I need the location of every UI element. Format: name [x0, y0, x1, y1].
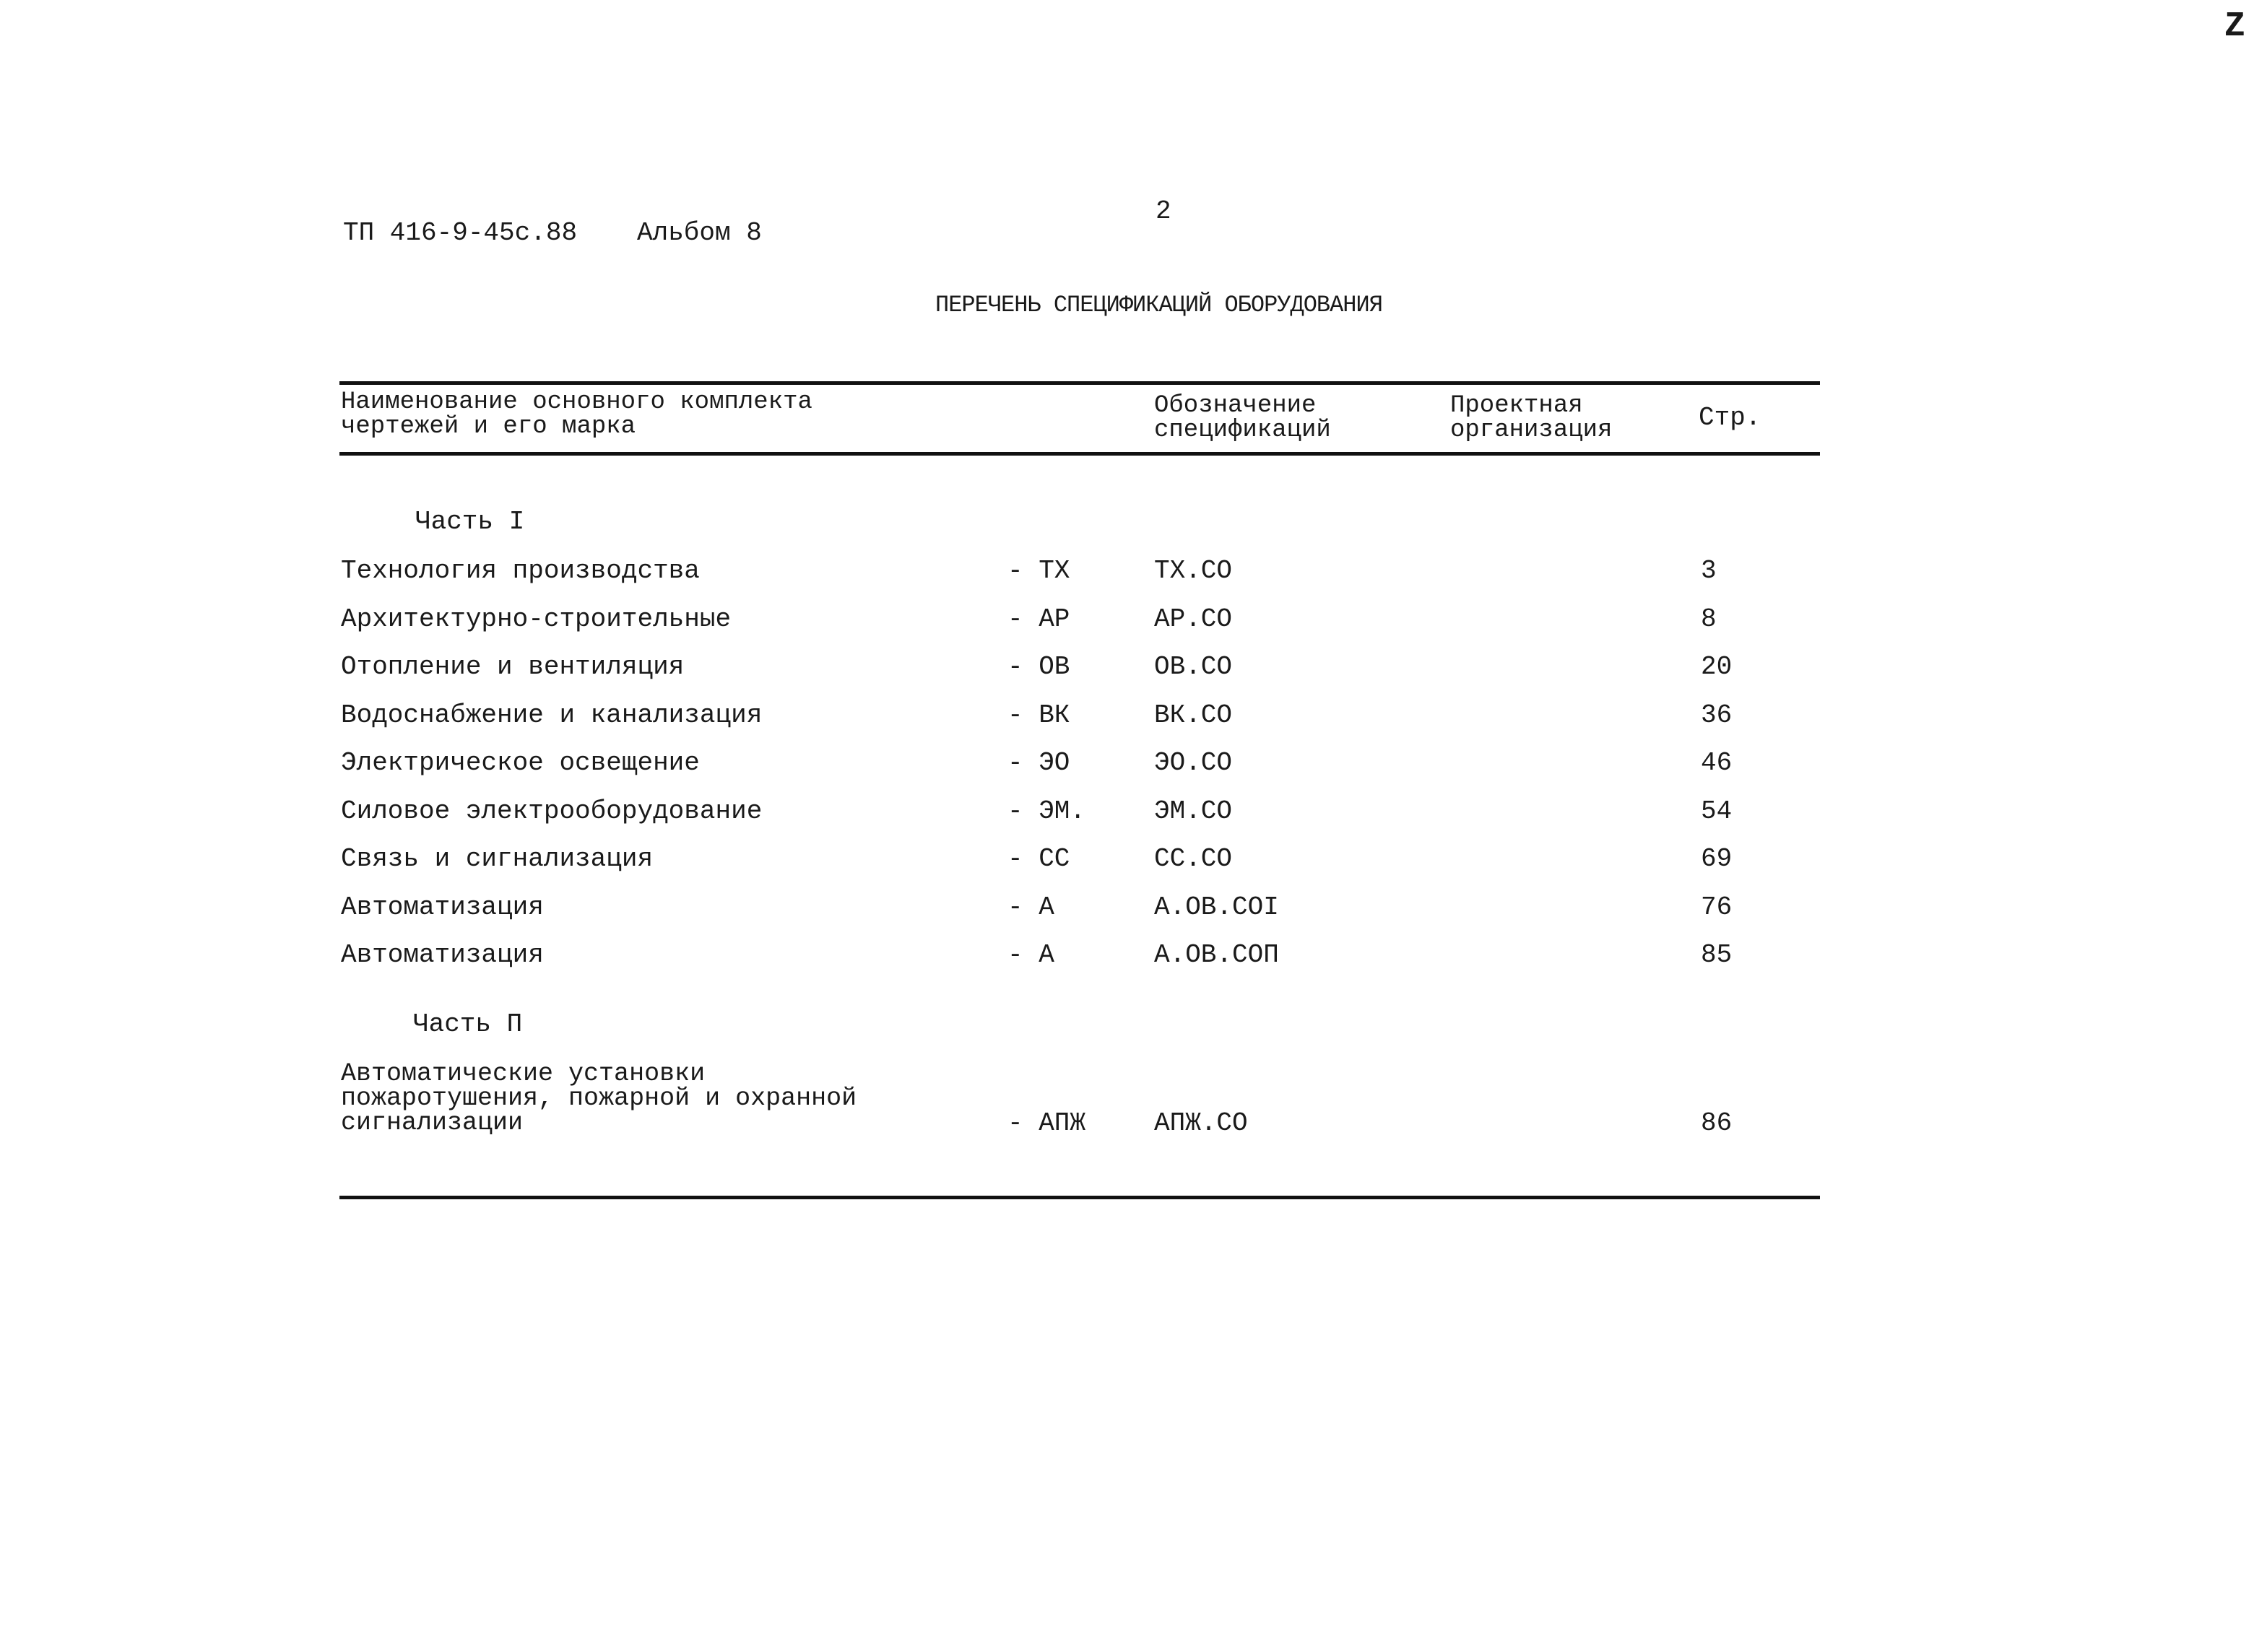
row-code: АР.СО: [1154, 604, 1233, 634]
table-row: [0, 700, 2267, 744]
row-code: ЭМ.СО: [1154, 796, 1233, 826]
row-mark: - А: [1007, 940, 1054, 970]
row-mark: - АР: [1007, 604, 1070, 634]
row-mark: - ЭО: [1007, 748, 1070, 778]
row-name: Автоматизация: [341, 940, 544, 970]
row-mark: - ЭМ.: [1007, 796, 1086, 826]
row-name: Отопление и вентиляция: [341, 652, 685, 682]
row-name: Силовое электрооборудование: [341, 796, 763, 826]
table-row: [0, 892, 2267, 936]
table-header-rule: [339, 452, 1820, 456]
row-mark: - ВК: [1007, 700, 1070, 730]
table-bottom-rule: [339, 1196, 1820, 1199]
row-code: ВК.СО: [1154, 700, 1233, 730]
column-header-name: [341, 390, 812, 439]
table-row: [341, 1061, 857, 1135]
table-row: [0, 604, 2267, 648]
column-header-code-line: спецификаций: [1154, 417, 1331, 444]
page-number: 2: [1156, 196, 1171, 226]
row-code: ТХ.СО: [1154, 556, 1233, 586]
row-code: А.ОВ.СОП: [1154, 940, 1279, 970]
row-page: 20: [1701, 652, 1733, 682]
row-page: 36: [1701, 700, 1733, 730]
column-header-org: [1450, 394, 1612, 443]
row-page: 86: [1701, 1108, 1733, 1138]
row-name-line: сигнализации: [341, 1108, 524, 1137]
column-header-org-line: организация: [1450, 417, 1613, 444]
part-title: Часть I: [415, 507, 525, 536]
row-name: Электрическое освещение: [341, 748, 700, 778]
table-row: [0, 940, 2267, 983]
column-header-code: [1154, 394, 1331, 443]
row-code: СС.СО: [1154, 844, 1233, 874]
row-name: Связь и сигнализация: [341, 844, 654, 874]
column-header-code-line: Обозначение: [1154, 392, 1317, 419]
row-page: 3: [1701, 556, 1717, 586]
row-mark: - А: [1007, 892, 1054, 922]
row-mark: - АПЖ: [1007, 1108, 1086, 1138]
row-page: 85: [1701, 940, 1733, 970]
part-title: Часть П: [413, 1009, 523, 1039]
row-code: АПЖ.СО: [1154, 1108, 1248, 1138]
row-name: Автоматизация: [341, 892, 544, 922]
row-mark: - ТХ: [1007, 556, 1070, 586]
table-row: [0, 796, 2267, 840]
table-top-rule: [339, 381, 1820, 385]
row-code: ЭО.СО: [1154, 748, 1233, 778]
table-row: [0, 652, 2267, 695]
table-row: [0, 556, 2267, 599]
row-page: 46: [1701, 748, 1733, 778]
row-code: ОВ.СО: [1154, 652, 1233, 682]
row-name-line: пожаротушения, пожарной и охранной: [341, 1084, 857, 1113]
row-page: 69: [1701, 844, 1733, 874]
page-title: ПЕРЕЧЕНЬ СПЕЦИФИКАЦИЙ ОБОРУДОВАНИЯ: [935, 292, 1382, 318]
column-header-page: Стр.: [1699, 403, 1761, 432]
column-header-name-line: Наименование основного комплекта: [341, 388, 812, 416]
row-mark: - ОВ: [1007, 652, 1070, 682]
column-header-org-line: Проектная: [1450, 392, 1583, 419]
row-page: 54: [1701, 796, 1733, 826]
row-code: А.ОВ.СОI: [1154, 892, 1279, 922]
row-page: 8: [1701, 604, 1717, 634]
doc-number: ТП 416-9-45с.88: [343, 218, 578, 248]
row-mark: - СС: [1007, 844, 1070, 874]
album-label: Альбом 8: [637, 218, 762, 248]
row-name: Архитектурно-строительные: [341, 604, 732, 634]
column-header-name-line: чертежей и его марка: [341, 413, 636, 440]
row-name: Технология производства: [341, 556, 700, 586]
corner-mark: Z: [2224, 7, 2245, 46]
row-page: 76: [1701, 892, 1733, 922]
row-name: Водоснабжение и канализация: [341, 700, 763, 730]
table-row: [0, 844, 2267, 887]
table-row: [0, 748, 2267, 791]
row-name-line: Автоматические установки: [341, 1059, 706, 1088]
